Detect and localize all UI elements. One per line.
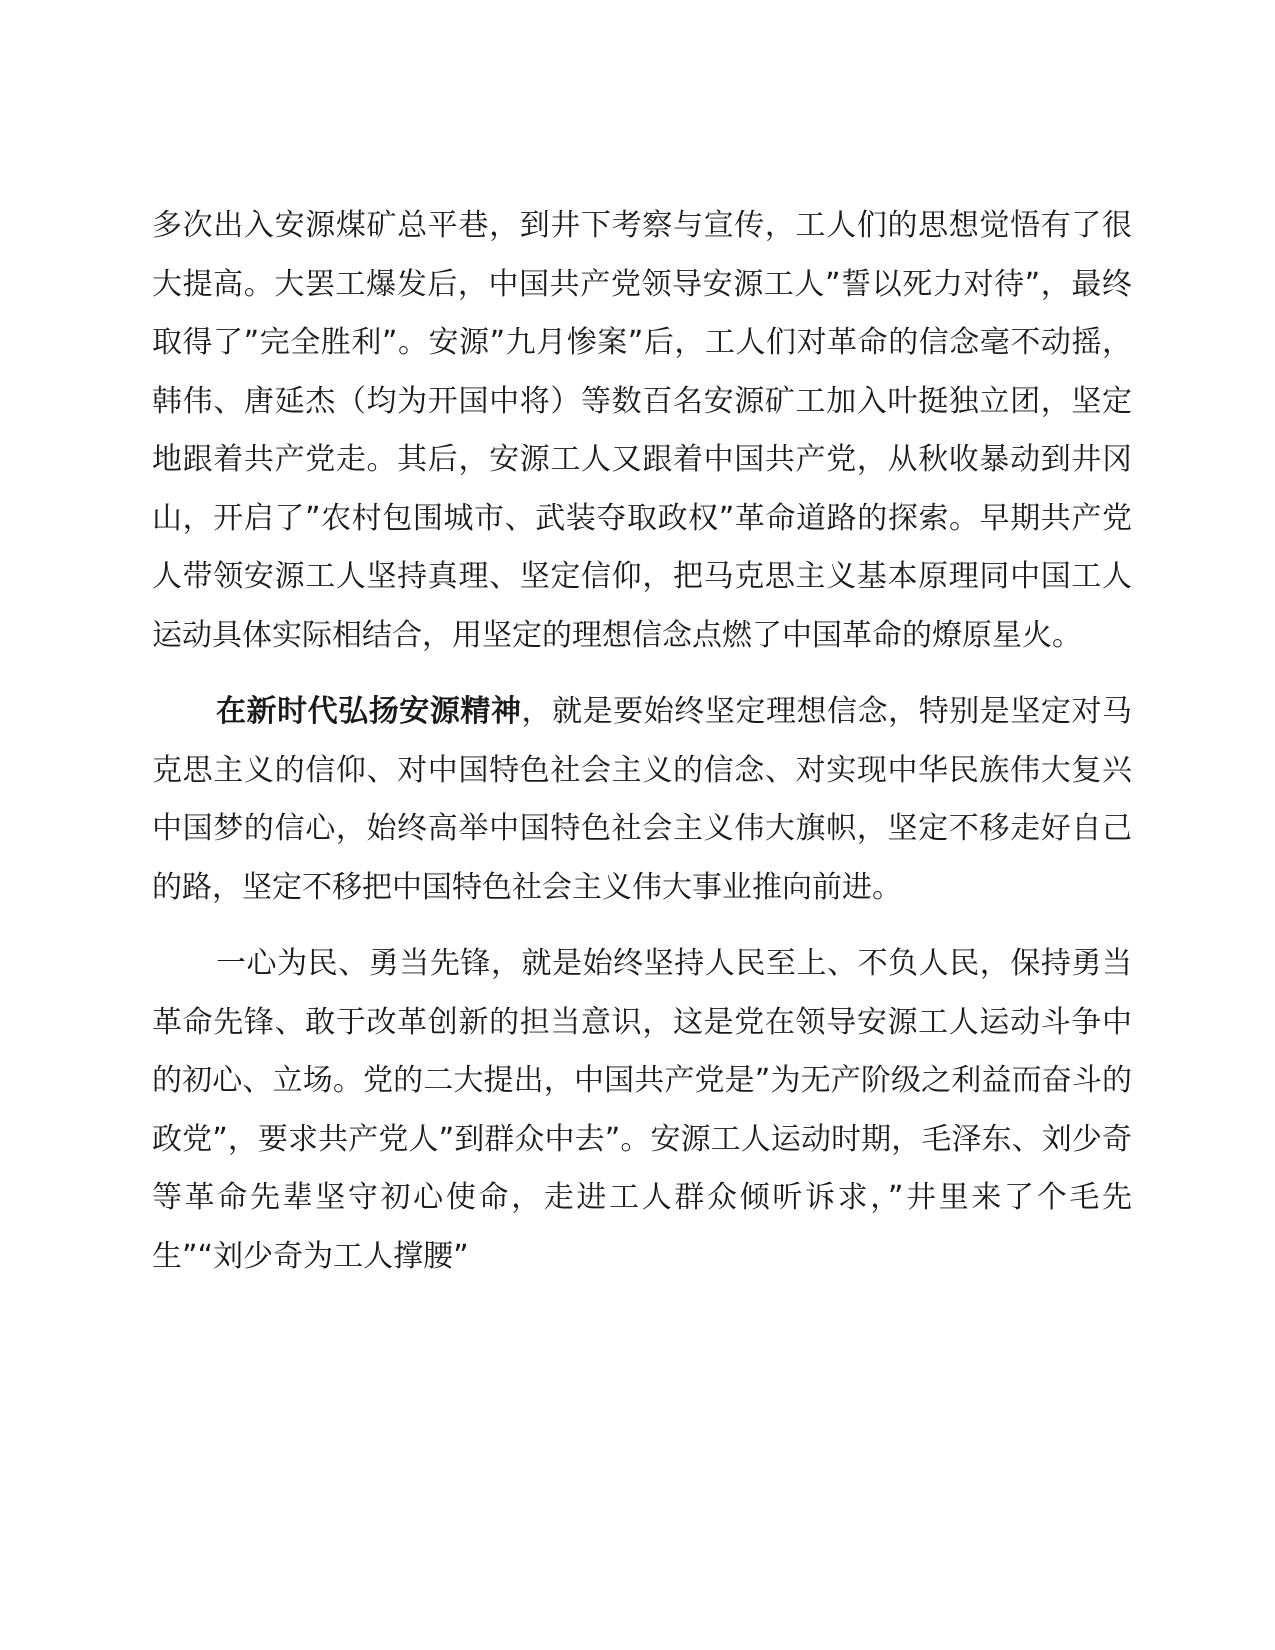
- body-paragraph: [152, 935, 1132, 1286]
- paragraph-text: 一心为民、勇当先锋，就是始终坚持人民至上、不负人民，保持勇当革命先锋、敢于改革创新的担当意识，这是党在领导安源工人运动斗争中的初心、立场。党的二大提出，中国共产党是”为无产阶级之利益而奋斗的政党”，要求共产党人”到群众中去”。安源工人运动时期，毛泽东、刘少奇等革命先辈坚守初心使命，走进工人群众倾听诉求，”井里来了个毛先生”“刘少奇为工人撑腰”: [152, 946, 1132, 1274]
- document-page: [152, 197, 1132, 1286]
- paragraph-text: 多次出入安源煤矿总平巷，到井下考察与宣传，工人们的思想觉悟有了很大提高。大罢工爆发后，中国共产党领导安源工人”誓以死力对待”，最终取得了”完全胜利”。安源”九月惨案”后，工人们对革命的信念毫不动摇，韩伟、唐延杰（均为开国中将）等数百名安源矿工加入叶挺独立团，坚定地跟着共产党走。其后，安源工人又跟着中国共产党，从秋收暴动到井冈山，开启了”农村包围城市、武装夺取政权”革命道路的探索。早期共产党人带领安源工人坚持真理、坚定信仰，把马克思主义基本原理同中国工人运动具体实际相结合，用坚定的理想信念点燃了中国革命的燎原星火。: [152, 208, 1132, 653]
- paragraph-lead-bold: 在新时代弘扬安源精神: [216, 694, 522, 729]
- body-paragraph: [152, 683, 1132, 917]
- body-paragraph: [152, 197, 1132, 665]
- paragraph-text: ，就是要始终坚定理想信念，特别是坚定对马克思主义的信仰、对中国特色社会主义的信念、对实现中华民族伟大复兴中国梦的信心，始终高举中国特色社会主义伟大旗帜，坚定不移走好自己的路，坚定不移把中国特色社会主义伟大事业推向前进。: [152, 694, 1133, 905]
